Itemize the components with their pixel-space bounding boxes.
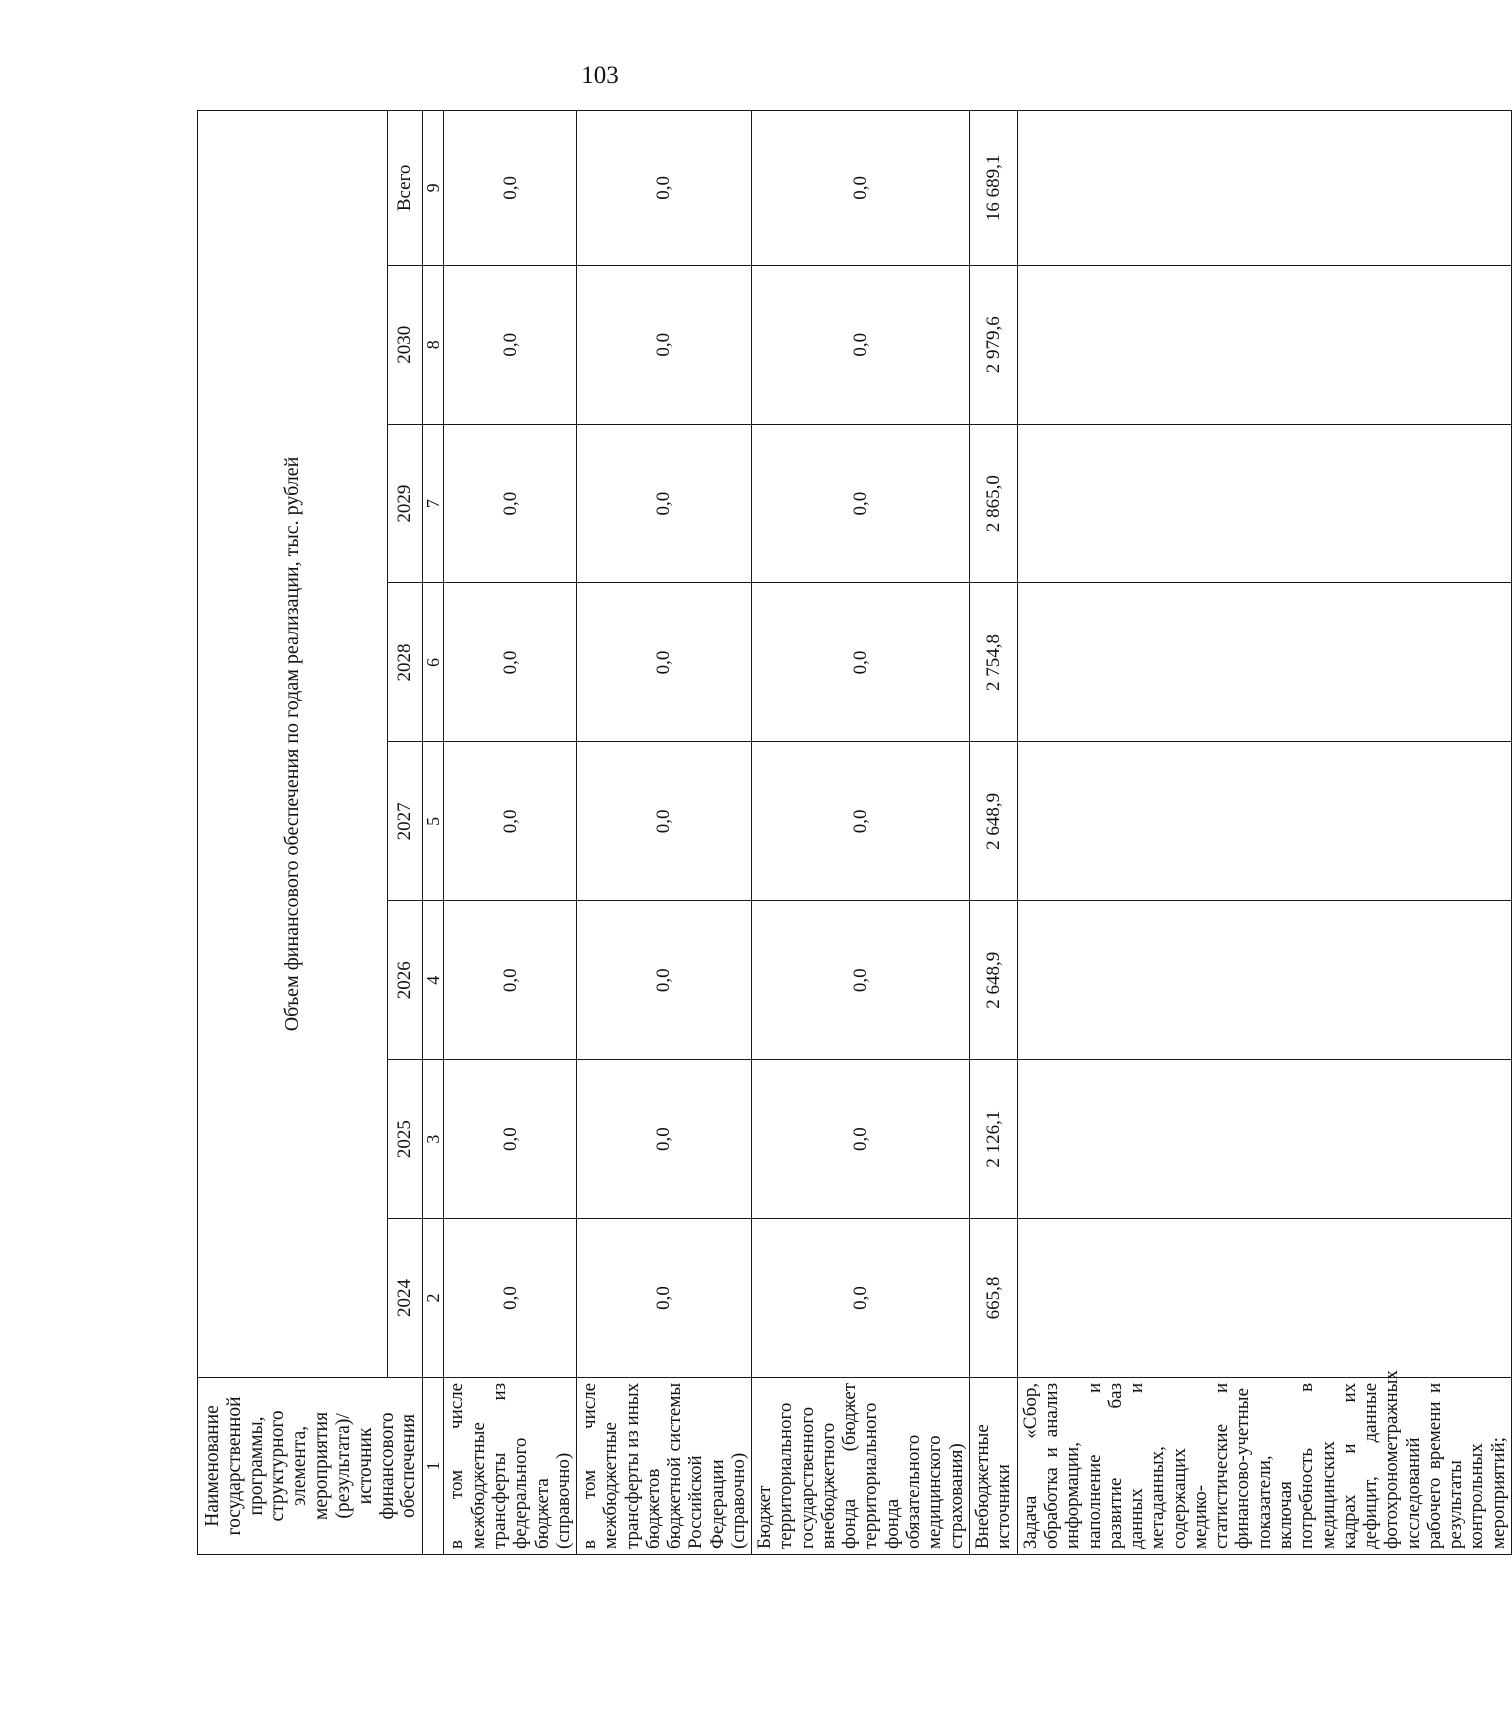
table-row: [577, 111, 752, 1555]
column-number-row: [423, 111, 444, 1555]
cell-value: 2 754,8: [969, 583, 1017, 742]
column-number: 2: [423, 1219, 444, 1378]
year-2026-header: 2026: [387, 901, 423, 1060]
cell-value: 2 648,9: [969, 901, 1017, 1060]
cell-value: [1017, 265, 1511, 424]
cell-value: 16 689,1: [969, 111, 1017, 266]
cell-value: 0,0: [444, 265, 577, 424]
cell-value: 0,0: [752, 424, 970, 583]
cell-value: 0,0: [444, 742, 577, 901]
column-number: 7: [423, 424, 444, 583]
total-header: Всего: [387, 111, 423, 266]
cell-value: 0,0: [577, 1060, 752, 1219]
cell-value: 0,0: [577, 1219, 752, 1378]
column-number: 4: [423, 901, 444, 1060]
table-row: [1017, 111, 1511, 1555]
cell-value: [1017, 583, 1511, 742]
cell-value: 0,0: [577, 742, 752, 901]
year-2027-header: 2027: [387, 742, 423, 901]
funding-table-container: [197, 110, 1509, 1555]
cell-value: 0,0: [577, 111, 752, 266]
row-label: в том числе межбюджетные трансферты из иных бюджетов бюджетной системы Российской Федерации (справочно): [577, 1377, 752, 1554]
row-label: Бюджет территориального государственного внебюджетного фонда (бюджет территориального фонда обязательного медицинского страхования): [752, 1377, 970, 1554]
year-2028-header: 2028: [387, 583, 423, 742]
cell-value: 0,0: [752, 742, 970, 901]
cell-value: 665,8: [969, 1219, 1017, 1378]
cell-value: 0,0: [444, 111, 577, 266]
cell-value: 0,0: [444, 583, 577, 742]
cell-value: 0,0: [577, 265, 752, 424]
table-row: [444, 111, 577, 1555]
cell-value: 0,0: [577, 901, 752, 1060]
cell-value: [1017, 1219, 1511, 1378]
cell-value: [1017, 1060, 1511, 1219]
cell-value: 0,0: [444, 901, 577, 1060]
cell-value: 2 648,9: [969, 742, 1017, 901]
cell-value: 2 979,6: [969, 265, 1017, 424]
cell-value: 0,0: [577, 583, 752, 742]
cell-value: 2 126,1: [969, 1060, 1017, 1219]
cell-value: [1017, 742, 1511, 901]
cell-value: [1017, 901, 1511, 1060]
cell-value: 0,0: [444, 1060, 577, 1219]
cell-value: [1017, 424, 1511, 583]
table-row: [752, 111, 970, 1555]
column-number: 3: [423, 1060, 444, 1219]
cell-value: 0,0: [752, 901, 970, 1060]
cell-value: 2 865,0: [969, 424, 1017, 583]
row-label: в том числе межбюджетные трансферты из федерального бюджета (справочно): [444, 1377, 577, 1554]
cell-value: 0,0: [444, 1219, 577, 1378]
row-label: Внебюджетные источники: [969, 1377, 1017, 1554]
cell-value: 0,0: [752, 1219, 970, 1378]
column-number: 9: [423, 111, 444, 266]
column-number: 5: [423, 742, 444, 901]
page-number: 103: [581, 62, 619, 89]
cell-value: 0,0: [752, 1060, 970, 1219]
cell-value: [1017, 111, 1511, 266]
year-2024-header: 2024: [387, 1219, 423, 1378]
funding-volume-header: Объем финансового обеспечения по годам реализации, тыс. рублей: [198, 111, 388, 1378]
header-row-1: [198, 111, 388, 1555]
column-number: 6: [423, 583, 444, 742]
cell-value: 0,0: [752, 583, 970, 742]
row-label: Задача «Сбор, обработка и анализ информации, наполнение и развитие баз данных и метаданных, содержащих медико-статистические и финансово-учетные показатели, включая потребность в медицинских кадрах и их дефицит, данные фотохронометражных исследований рабочего времени и результаты контрольных мероприятий;: [1017, 1377, 1511, 1554]
year-2030-header: 2030: [387, 265, 423, 424]
cell-value: 0,0: [577, 424, 752, 583]
column-number: 8: [423, 265, 444, 424]
header-row-years: [387, 111, 423, 1555]
cell-value: 0,0: [752, 265, 970, 424]
column-number: 1: [423, 1377, 444, 1554]
name-column-header: Наименование государственной программы, структурного элемента, мероприятия (результата)/источник финансового обеспечения: [198, 1377, 423, 1554]
year-2025-header: 2025: [387, 1060, 423, 1219]
table-row: [969, 111, 1017, 1555]
funding-table: [197, 110, 1512, 1555]
cell-value: 0,0: [444, 424, 577, 583]
year-2029-header: 2029: [387, 424, 423, 583]
cell-value: 0,0: [752, 111, 970, 266]
